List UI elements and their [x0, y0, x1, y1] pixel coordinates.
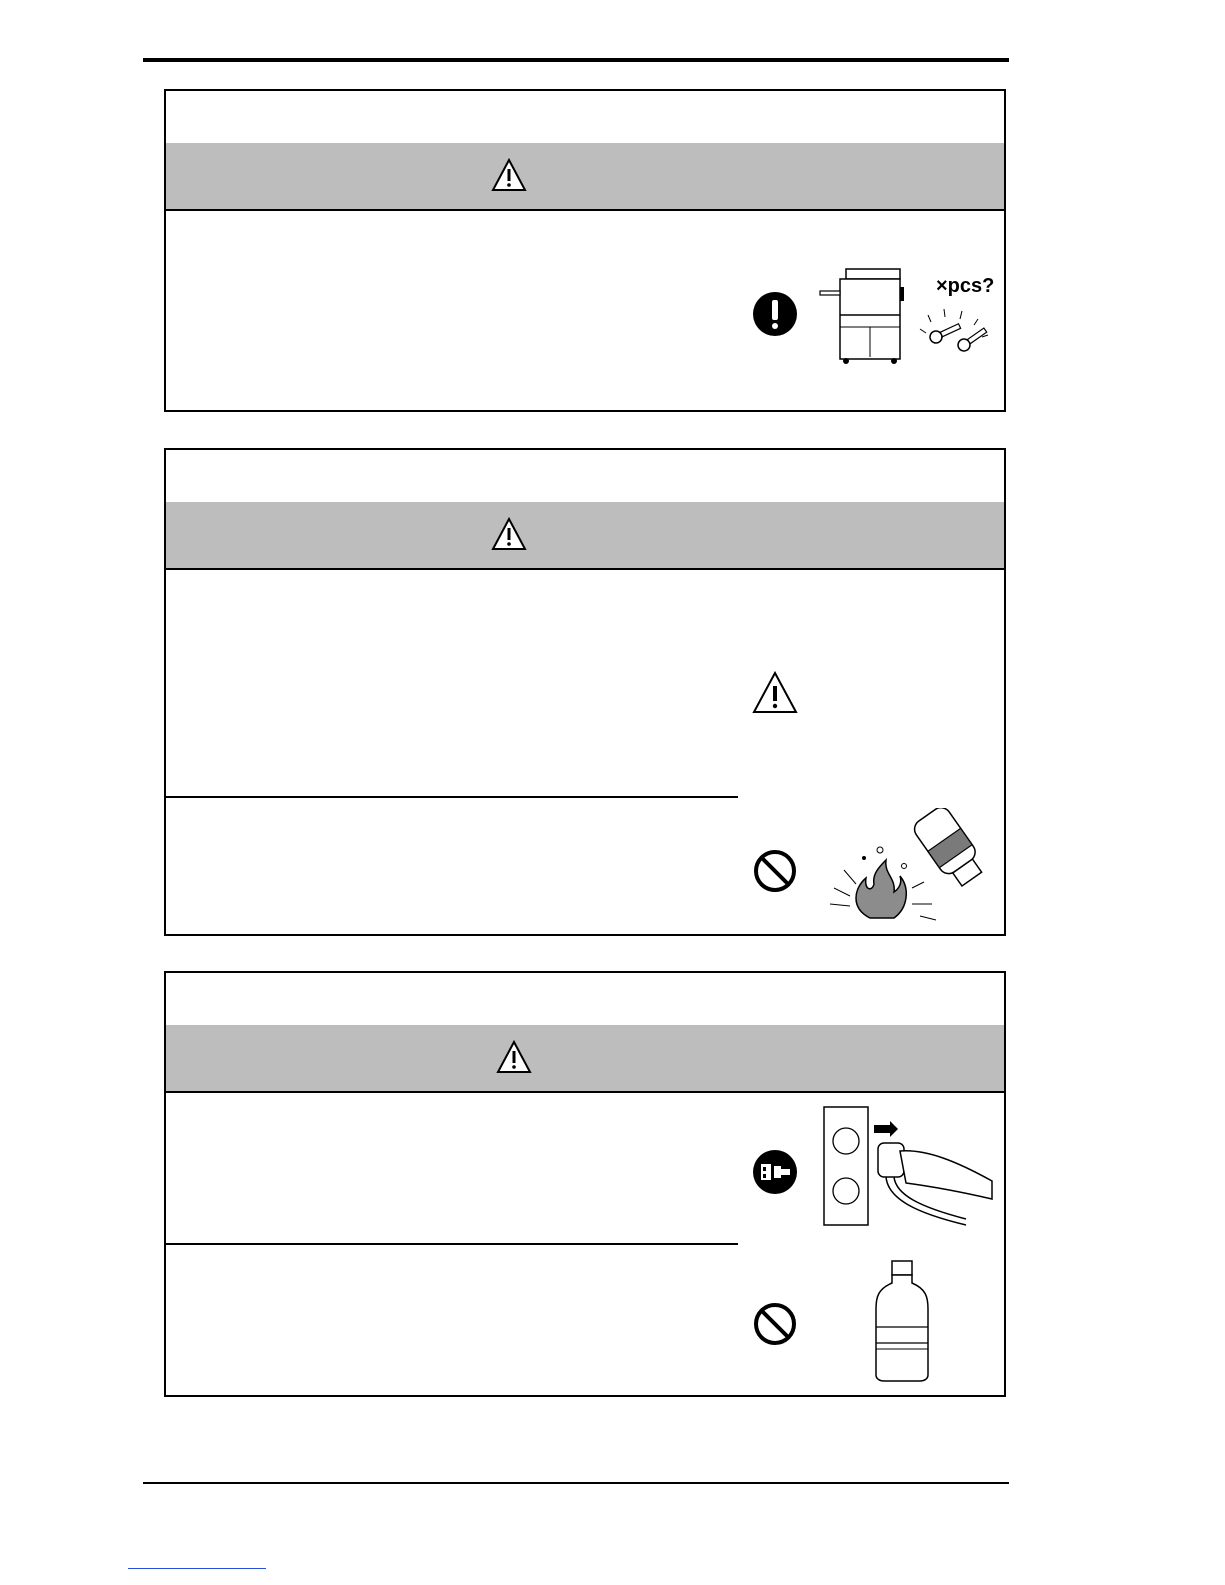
- unplug-icon: [752, 1149, 798, 1195]
- prohibition-icon: [752, 848, 798, 894]
- plug-removal-icon: [816, 1103, 996, 1233]
- copier-with-screws-icon: [816, 257, 1006, 369]
- safety-box-3: [164, 971, 1006, 1397]
- warning-band-1: [166, 143, 1004, 211]
- pcs-label: ×pcs?: [936, 275, 995, 297]
- footer-link-underline[interactable]: [128, 1568, 266, 1569]
- warning-triangle-icon: [496, 1040, 532, 1074]
- safety-box-1: [164, 89, 1006, 412]
- footer-rule: [143, 1482, 1009, 1484]
- prohibition-icon: [752, 1301, 798, 1347]
- safety-box-2: [164, 448, 1006, 936]
- caution-triangle-icon: [752, 670, 798, 716]
- section-divider: [166, 796, 738, 798]
- solvent-bottle-icon: [870, 1257, 934, 1383]
- section-divider: [166, 1243, 738, 1245]
- mandatory-action-icon: [752, 291, 798, 337]
- toner-bottle-fire-icon: [820, 808, 1004, 924]
- box-title-1: [166, 91, 1004, 145]
- header-rule: [143, 58, 1009, 62]
- warning-band-3: [166, 1025, 1004, 1093]
- box-title-2: [166, 450, 1004, 504]
- warning-triangle-icon: [491, 517, 527, 551]
- warning-band-2: [166, 502, 1004, 570]
- box-title-3: [166, 973, 1004, 1027]
- warning-triangle-icon: [491, 158, 527, 192]
